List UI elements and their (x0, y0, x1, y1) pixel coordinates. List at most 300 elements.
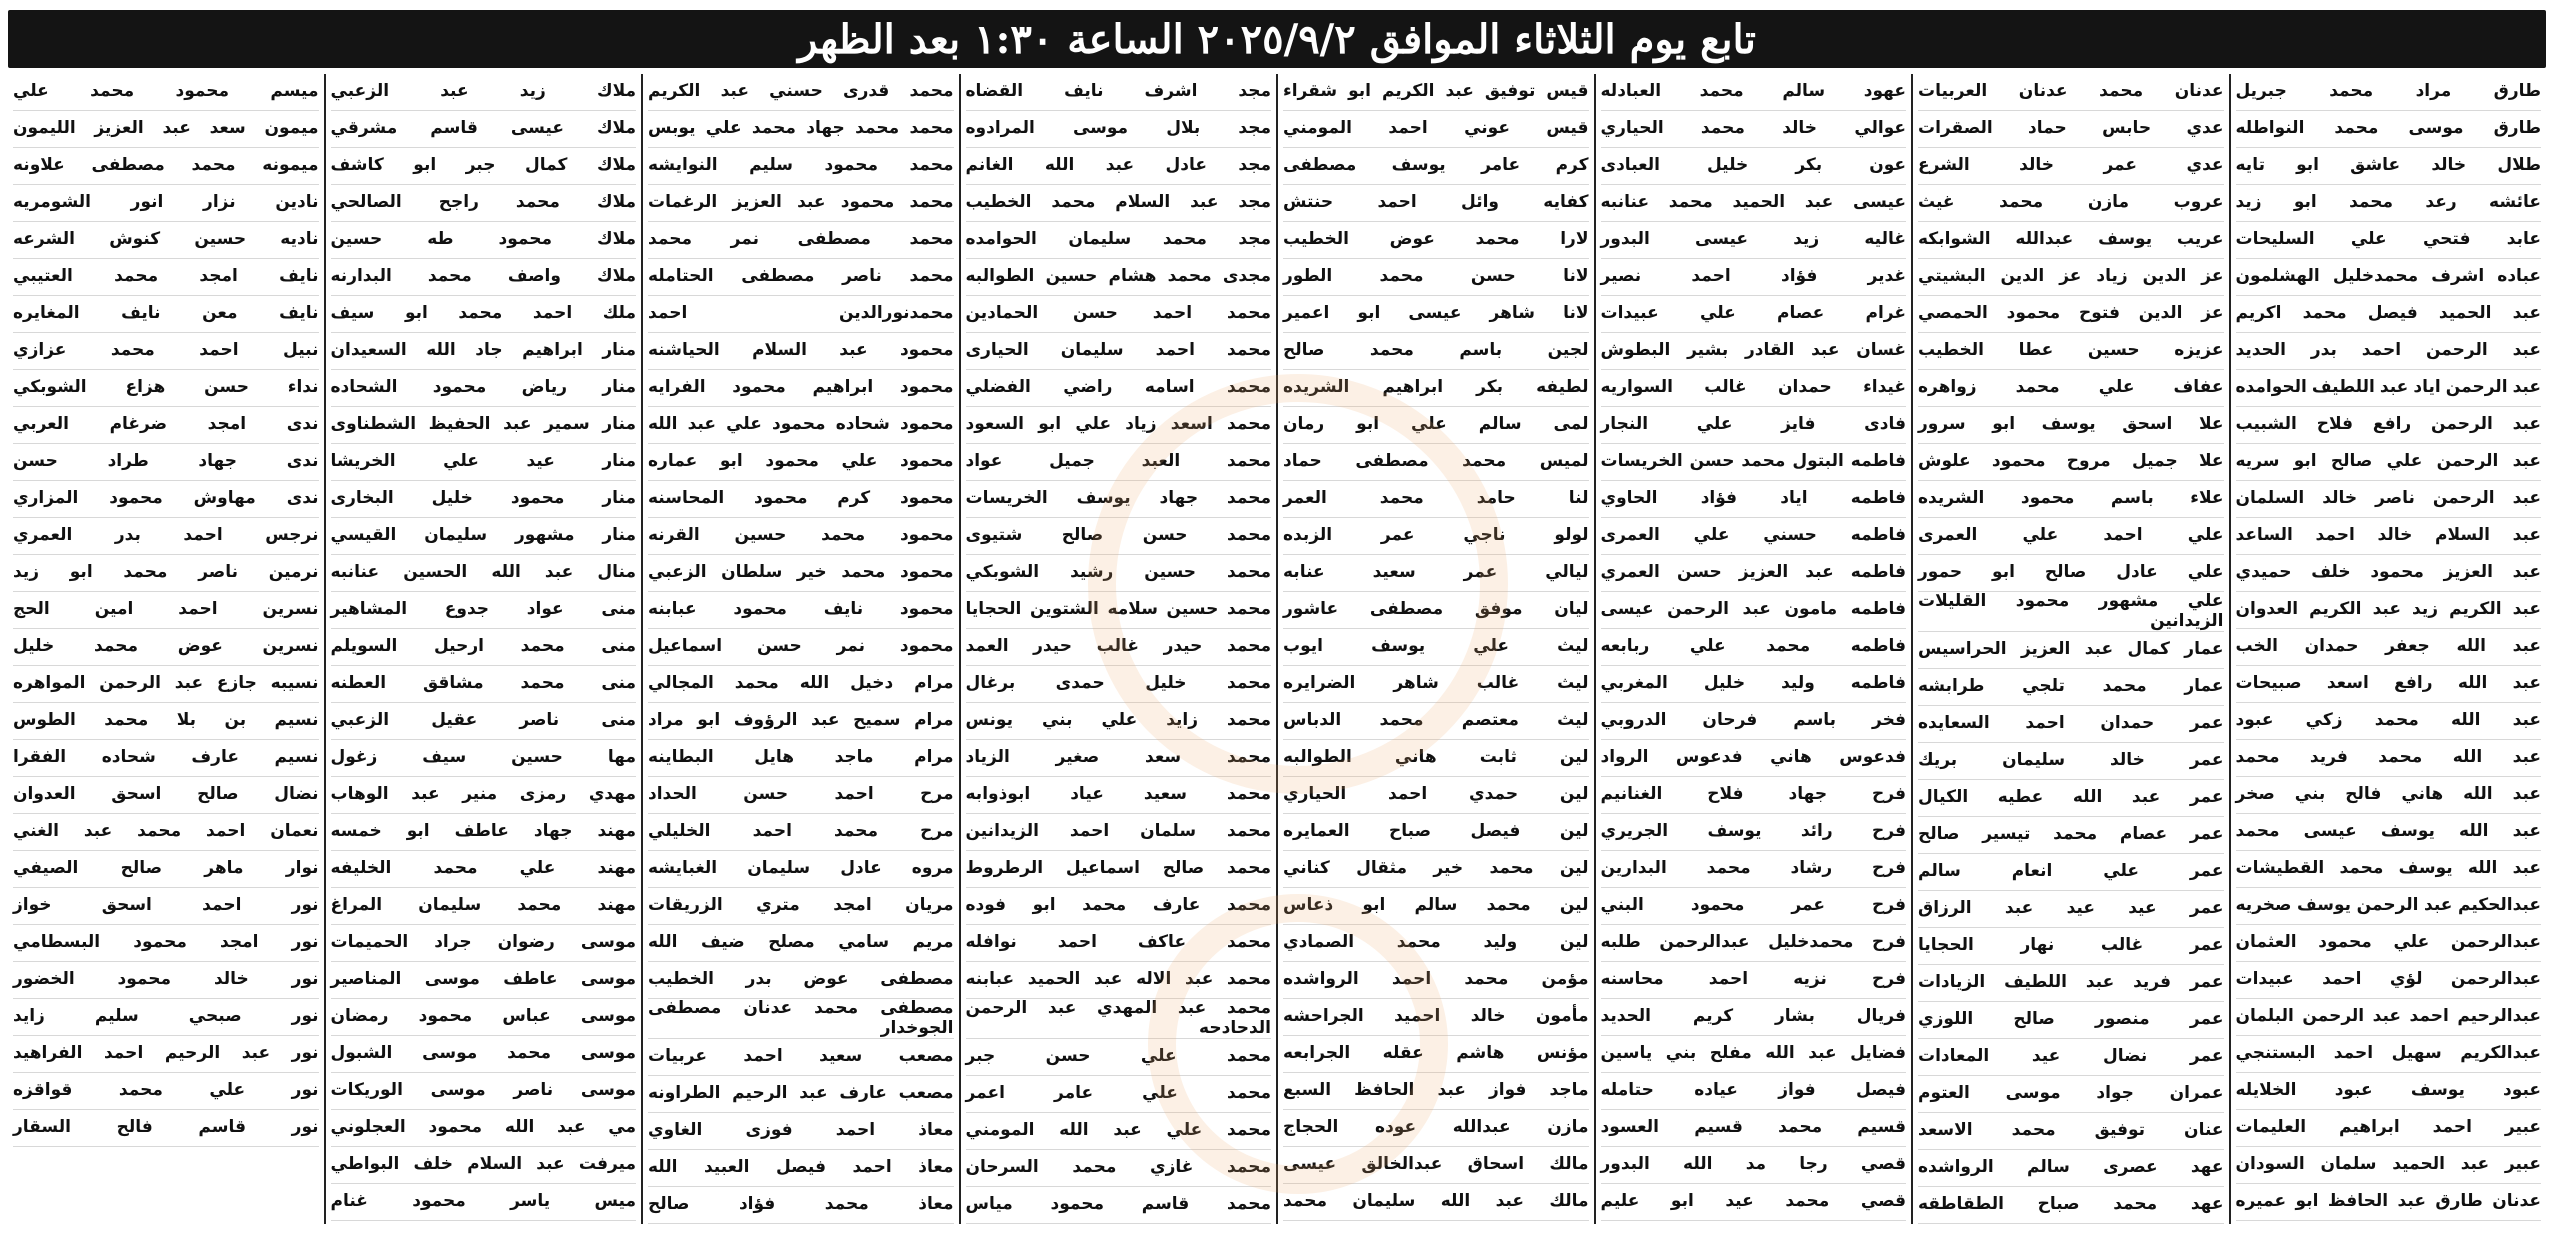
name-text: مهند جهاد عاطف ابو خمسه (330, 821, 636, 842)
name-entry (1918, 222, 2224, 259)
name-entry (13, 296, 319, 333)
name-text: منار ابراهيم جاد الله السعيدان (330, 340, 636, 361)
name-entry (966, 370, 1272, 407)
name-entry (966, 407, 1272, 444)
name-entry (2236, 148, 2542, 185)
name-text: نور صبحي سليم زايد (13, 1006, 319, 1027)
name-entry (331, 222, 637, 259)
name-text: عهد محمد صباح الطقاطقه (1918, 1194, 2224, 1215)
name-entry (13, 1036, 319, 1073)
name-entry (1918, 965, 2224, 1002)
name-entry (2236, 518, 2542, 555)
name-text: مأمون خالد احميد الجراحشه (1283, 1006, 1589, 1027)
name-entry (13, 925, 319, 962)
name-text: لين حمدي احمد الحياري (1283, 784, 1589, 805)
name-entry (1283, 666, 1589, 703)
name-entry (1918, 370, 2224, 407)
name-entry (331, 296, 637, 333)
name-entry (1283, 592, 1589, 629)
name-entry (2236, 1110, 2542, 1147)
name-entry (331, 1073, 637, 1110)
name-text: مرح محمد احمد الخليلي (648, 821, 954, 842)
name-entry (1601, 222, 1907, 259)
name-text: لين فيصل صباح العمايره (1283, 821, 1589, 842)
name-text: محمد علي عامر اعمر (965, 1083, 1271, 1104)
name-text: عمر غالب نهار الحجايا (1918, 935, 2224, 956)
name-entry (2236, 888, 2542, 925)
name-entry (966, 777, 1272, 814)
name-entry (13, 999, 319, 1036)
name-text: عبد الله محمد فريد محمد (2235, 747, 2541, 768)
names-column (8, 74, 324, 1224)
name-entry (13, 962, 319, 999)
name-text: علا جميل مروح محمود علوش (1918, 451, 2224, 472)
name-text: فيصل فواز عياده حتامله (1600, 1080, 1906, 1101)
name-entry (2236, 925, 2542, 962)
name-entry (2236, 111, 2542, 148)
name-entry (2236, 777, 2542, 814)
name-text: محمد سعد صغير الزياد (965, 747, 1271, 768)
name-text: لارا محمد عوض الخطيب (1283, 229, 1589, 250)
name-entry (648, 703, 954, 740)
name-text: عبد الرحمن رافع فلاح الشبيب (2235, 414, 2541, 435)
name-text: محمد قدرى حسني عبد الكريم (648, 81, 954, 102)
name-text: ملاك كمال جبر ابو كاشف (330, 155, 636, 176)
name-text: عون بكر خليل العبادى (1600, 155, 1906, 176)
name-text: نايف معن نايف المغايره (13, 303, 319, 324)
name-text: محمد محمد جهاد محمد علي يوبس (648, 118, 954, 139)
name-text: فرح رائد يوسف الجريري (1600, 821, 1906, 842)
name-text: عائشه رعد محمد ابو زيد (2235, 192, 2541, 213)
name-entry (13, 74, 319, 111)
name-entry (1283, 407, 1589, 444)
names-columns (8, 74, 2546, 1224)
name-entry (1601, 74, 1907, 111)
name-text: محمود نايف محمود عبابنه (648, 599, 954, 620)
name-text: عريب يوسف عبدالله الشوابكه (1918, 229, 2224, 250)
name-entry (13, 185, 319, 222)
name-text: مصطفى عوض بدر الخطيب (648, 969, 954, 990)
name-text: مصعب سعيد احمد عربيات (648, 1046, 954, 1067)
name-text: لين ثابت هاني الطوالبه (1283, 747, 1589, 768)
name-entry (648, 962, 954, 999)
name-text: مجد محمد سليمان الحوامده (965, 229, 1271, 250)
name-entry (966, 444, 1272, 481)
name-text: نور قاسم فالح السقار (13, 1117, 319, 1138)
name-text: مجد عبد السلام محمد الخطيب (965, 192, 1271, 213)
name-entry (648, 592, 954, 629)
name-text: عبد الله رافع اسعد صبيحات (2235, 673, 2541, 694)
name-entry (966, 592, 1272, 629)
name-entry (648, 185, 954, 222)
name-entry (1283, 185, 1589, 222)
name-entry (1601, 1036, 1907, 1073)
name-text: طارق مراد محمد جبريل (2235, 81, 2541, 102)
name-text: فاطمه البتول محمد حسن الخريسات (1600, 451, 1906, 472)
name-text: محمود شحاده محمود علي عبد الله (648, 414, 954, 435)
name-text: نعمان احمد محمد عبد الغني (13, 821, 319, 842)
name-entry (648, 814, 954, 851)
name-text: فرح رشاد محمد البدارين (1600, 858, 1906, 879)
name-entry (966, 740, 1272, 777)
name-entry (648, 629, 954, 666)
name-text: لجين باسم محمد صالح (1283, 340, 1589, 361)
name-entry (1918, 518, 2224, 555)
name-text: عبد الله يوسف محمد القطيشات (2235, 858, 2541, 879)
name-entry (1601, 481, 1907, 518)
name-entry (966, 74, 1272, 111)
name-text: محمود كرم محمود المحاسنه (648, 488, 954, 509)
name-entry (648, 444, 954, 481)
name-entry (331, 740, 637, 777)
name-entry (2236, 222, 2542, 259)
name-entry (1601, 999, 1907, 1036)
name-text: مريان امجد متري الزريقات (648, 895, 954, 916)
name-entry (1601, 185, 1907, 222)
page-header (8, 10, 2546, 68)
name-text: غيداء حمدان غالب السواريه (1600, 377, 1906, 398)
name-entry (2236, 296, 2542, 333)
name-entry (2236, 703, 2542, 740)
name-text: مرح احمد حسن الحداد (648, 784, 954, 805)
name-entry (1283, 777, 1589, 814)
name-entry (648, 111, 954, 148)
name-entry (1601, 888, 1907, 925)
name-text: فخر باسم فرحان الدروبي (1600, 710, 1906, 731)
name-text: فرح جهاد فلاح الغنانيم (1600, 784, 1906, 805)
name-entry (648, 740, 954, 777)
name-text: محمد اسامه راضي الفضلي (965, 377, 1271, 398)
name-text: عدي حابس حماد الصقرات (1918, 118, 2224, 139)
name-entry (966, 555, 1272, 592)
name-text: علا اسحق يوسف ابو سرور (1918, 414, 2224, 435)
name-text: غرام عصام علي عبيدات (1600, 303, 1906, 324)
name-entry (1283, 1147, 1589, 1184)
name-text: مهند محمد سليمان المراغ (330, 895, 636, 916)
name-text: ليث غالب شاهر الضرايره (1283, 673, 1589, 694)
name-entry (1918, 632, 2224, 669)
name-text: فرح عمر محمود البني (1600, 895, 1906, 916)
name-text: فضايل عبد الله مفلح بني ياسين (1600, 1043, 1906, 1064)
name-text: فاطمه عبد العزيز حسن العمري (1600, 562, 1906, 583)
name-entry (13, 222, 319, 259)
name-entry (1283, 481, 1589, 518)
name-text: ملاك زيد عبد الزعبي (330, 81, 636, 102)
name-entry (2236, 1036, 2542, 1073)
name-text: محمد حسن صالح شتيوى (965, 525, 1271, 546)
name-text: منار محمود خليل البخارى (330, 488, 636, 509)
name-entry (1601, 444, 1907, 481)
name-entry (1601, 777, 1907, 814)
name-entry (1918, 259, 2224, 296)
name-entry (966, 518, 1272, 555)
name-entry (966, 925, 1272, 962)
name-text: مي عبد الله محمود العجلوني (330, 1117, 636, 1138)
name-entry (2236, 962, 2542, 999)
name-text: غسان عبد القادر بشير البطوش (1600, 340, 1906, 361)
name-entry (648, 999, 954, 1039)
name-entry (966, 1113, 1272, 1150)
name-text: ندى مهاوش محمود المزاري (13, 488, 319, 509)
name-entry (2236, 1184, 2542, 1221)
name-entry (1601, 1110, 1907, 1147)
name-text: عمار كمال عبد العزيز الحراسيس (1918, 639, 2224, 660)
name-text: محمد علي حسن جبر (965, 1046, 1271, 1067)
name-entry (331, 851, 637, 888)
name-text: محمد علي عبد الله المومني (965, 1120, 1271, 1141)
name-entry (1283, 888, 1589, 925)
name-entry (1918, 481, 2224, 518)
name-text: عبد الله محمد زكي عبود (2235, 710, 2541, 731)
name-text: محمد عبد الاله عبد الحميد عبابنه (965, 969, 1271, 990)
name-entry (2236, 666, 2542, 703)
name-entry (648, 555, 954, 592)
name-entry (2236, 1073, 2542, 1110)
name-entry (648, 222, 954, 259)
name-text: عمر علي انعام سالم (1918, 861, 2224, 882)
name-text: محمد زايد علي بني يونس (965, 710, 1271, 731)
name-entry (1283, 925, 1589, 962)
name-entry (648, 481, 954, 518)
name-text: محمد ناصر مصطفى الحتامله (648, 266, 954, 287)
name-text: محمد احمد حسن الحمادين (965, 303, 1271, 324)
name-text: غدير فؤاد احمد نصير (1600, 266, 1906, 287)
name-entry (1283, 296, 1589, 333)
name-text: كرم عامر يوسف مصطفى (1283, 155, 1589, 176)
name-text: نادين نزار انور الشومريه (13, 192, 319, 213)
name-text: عبدالرحمن علي محمود العثمان (2235, 932, 2541, 953)
name-entry (1283, 1036, 1589, 1073)
name-text: عمر فريد عبد اللطيف الزيادات (1918, 972, 2224, 993)
name-text: عبير احمد ابراهيم العليمات (2235, 1117, 2541, 1138)
name-entry (331, 1036, 637, 1073)
name-text: نايف امجد محمد العتيبي (13, 266, 319, 287)
name-text: محمد عبد المهدي عبد الرحمن الدحادحه (965, 998, 1271, 1038)
name-text: محمد غازي محمد السرحان (965, 1157, 1271, 1178)
name-entry (1918, 74, 2224, 111)
name-text: محمد حيدر غالب حيدر العمد (965, 636, 1271, 657)
name-entry (1283, 222, 1589, 259)
name-text: نور علي محمد قواقزه (13, 1080, 319, 1101)
name-text: محمد حسين سلامه الشتوين الحجايا (965, 599, 1271, 620)
name-text: نور خالد محمود الخضور (13, 969, 319, 990)
name-text: محمود محمد حسين القرنه (648, 525, 954, 546)
name-entry (1601, 407, 1907, 444)
name-text: عبدالرحيم احمد عبد الرحمن البلمان (2235, 1006, 2541, 1027)
name-entry (1601, 814, 1907, 851)
name-text: عباده اشرف محمدخليل الهشلمون (2235, 266, 2541, 287)
name-text: لمى سالم علي ابو رمان (1283, 414, 1589, 435)
name-entry (1283, 333, 1589, 370)
name-text: ملاك عيسى قاسم مشرقي (330, 118, 636, 139)
name-entry (1283, 851, 1589, 888)
name-text: محمد عارف محمد ابو فوده (965, 895, 1271, 916)
name-text: علي احمد علي العمرى (1918, 525, 2224, 546)
name-text: طارق موسى محمد النواطله (2235, 118, 2541, 139)
name-text: مجد اشرف نايف القضاه (965, 81, 1271, 102)
name-text: مهدي رمزى منير عبد الوهاب (330, 784, 636, 805)
name-text: محمد جهاد يوسف الخريسات (965, 488, 1271, 509)
name-entry (966, 296, 1272, 333)
name-text: نرجس احمد بدر العمري (13, 525, 319, 546)
name-text: مرام سميح عبد الرؤوف ابو مراد (648, 710, 954, 731)
name-entry (648, 407, 954, 444)
name-text: محمد اسعد زياد علي ابو السعود (965, 414, 1271, 435)
name-entry (966, 629, 1272, 666)
name-entry (13, 444, 319, 481)
name-text: منار سمير عبد الحفيظ الشطناوى (330, 414, 636, 435)
name-entry (331, 629, 637, 666)
name-text: عدنان محمد عدنان العربيات (1918, 81, 2224, 102)
name-entry (13, 333, 319, 370)
name-entry (13, 1073, 319, 1110)
name-entry (1601, 740, 1907, 777)
name-entry (13, 592, 319, 629)
name-entry (2236, 629, 2542, 666)
name-text: عمار محمد تلجي طرابشه (1918, 676, 2224, 697)
name-text: علي عادل صالح ابو حمور (1918, 562, 2224, 583)
name-text: مؤنس هاشم عقله الجرابعه (1283, 1043, 1589, 1064)
name-entry (966, 259, 1272, 296)
name-entry (331, 518, 637, 555)
name-text: منار مشهور سليمان القيسي (330, 525, 636, 546)
name-text: مريم سامي مصلح ضيف الله (648, 932, 954, 953)
name-entry (648, 1039, 954, 1076)
name-entry (2236, 814, 2542, 851)
name-text: نسيم عارف شحاده الفقرا (13, 747, 319, 768)
name-text: محمود ابراهيم محمود الفرايه (648, 377, 954, 398)
name-text: محمد سعيد عياد ابوذوابه (965, 784, 1271, 805)
name-text: مروه عادل سليمان الغبايشه (648, 858, 954, 879)
name-entry (966, 851, 1272, 888)
name-text: عبد الكريم زيد عبد الكريم العدوان (2235, 599, 2541, 620)
name-entry (648, 74, 954, 111)
name-entry (13, 518, 319, 555)
name-entry (1918, 928, 2224, 965)
name-entry (1601, 1147, 1907, 1184)
name-entry (1601, 296, 1907, 333)
name-text: مالك اسحاق عبدالخالق عيسى (1283, 1154, 1589, 1175)
name-entry (2236, 1147, 2542, 1184)
name-text: عبد الله هاني فالح بني صخر (2235, 784, 2541, 805)
name-text: محمود عبد السلام الحياشنه (648, 340, 954, 361)
name-text: مصطفى محمد عدنان مصطفى الجوخدار (648, 998, 954, 1038)
name-text: محمد مصطفى نمر محمد (648, 229, 954, 250)
name-text: لنا حامد محمد العمر (1283, 488, 1589, 509)
name-text: عبدالكريم سهيل احمد البستنجي (2235, 1043, 2541, 1064)
name-text: مالك عبد الله سليمان محمد (1283, 1191, 1589, 1212)
name-entry (1918, 817, 2224, 854)
name-text: موسى عاطف موسى المناصير (330, 969, 636, 990)
name-entry (2236, 592, 2542, 629)
name-entry (2236, 185, 2542, 222)
name-entry (1601, 555, 1907, 592)
name-text: لولو ناجي عمر الزبده (1283, 525, 1589, 546)
name-entry (1918, 444, 2224, 481)
name-text: معاذ محمد فؤاد صالح (648, 1194, 954, 1215)
name-text: فرح نزيه احمد محاسنه (1600, 969, 1906, 990)
name-text: فدعوس هاني فدعوس الرواد (1600, 747, 1906, 768)
name-entry (1601, 666, 1907, 703)
name-text: عبد الرحمن ناصر خالد السلمان (2235, 488, 2541, 509)
name-text: فاطمه حسني علي العمرى (1600, 525, 1906, 546)
name-entry (331, 999, 637, 1036)
name-text: نداء حسن هزاع الشوبكي (13, 377, 319, 398)
name-text: قصي محمد عيد ابو عليم (1600, 1191, 1906, 1212)
name-text: عبدالحكيم عبد الرحمن يوسف صخريه (2235, 895, 2541, 916)
name-entry (1283, 555, 1589, 592)
name-entry (1283, 962, 1589, 999)
names-column (959, 74, 1277, 1224)
name-entry (13, 555, 319, 592)
name-text: ليث معتصم محمد الدباس (1283, 710, 1589, 731)
name-entry (1918, 148, 2224, 185)
names-column (641, 74, 959, 1224)
name-entry (1601, 259, 1907, 296)
name-entry (13, 814, 319, 851)
name-text: نسيبه جازع عبد الرحمن المواهره (13, 673, 319, 694)
name-entry (966, 703, 1272, 740)
name-text: مرام دخيل الله محمد المجالي (648, 673, 954, 694)
name-text: عنان توفيق محمد الاسعد (1918, 1120, 2224, 1141)
name-entry (966, 222, 1272, 259)
name-entry (1918, 1113, 2224, 1150)
name-entry (1283, 999, 1589, 1036)
name-entry (331, 370, 637, 407)
name-entry (2236, 740, 2542, 777)
name-entry (966, 1039, 1272, 1076)
name-text: علي مشهور محمود القليلات الزيدانين (1918, 591, 2224, 631)
name-text: ملاك محمد راجح الصالحي (330, 192, 636, 213)
name-entry (1918, 333, 2224, 370)
name-entry (1601, 518, 1907, 555)
name-text: عمر خالد سليمان بريك (1918, 750, 2224, 771)
name-entry (966, 185, 1272, 222)
name-text: ندى جهاد طراد حسن (13, 451, 319, 472)
name-text: محمود نمر حسن اسماعيل (648, 636, 954, 657)
name-text: عز الدين فتوح محمود الحمصي (1918, 303, 2224, 324)
name-entry (1601, 370, 1907, 407)
name-entry (2236, 333, 2542, 370)
name-entry (331, 481, 637, 518)
name-entry (2236, 999, 2542, 1036)
name-entry (648, 925, 954, 962)
name-text: منى محمد ارحيل السويلم (330, 636, 636, 657)
name-text: محمد العبد جميل عواد (965, 451, 1271, 472)
name-entry (648, 1113, 954, 1150)
name-text: نضال صالح اسحق العدوان (13, 784, 319, 805)
name-entry (13, 370, 319, 407)
name-entry (1283, 703, 1589, 740)
name-text: عبد السلام خالد احمد الساعد (2235, 525, 2541, 546)
name-entry (966, 481, 1272, 518)
name-text: ليث علي يوسف ايوب (1283, 636, 1589, 657)
name-entry (13, 740, 319, 777)
name-text: محمد قاسم محمود مياس (965, 1194, 1271, 1215)
names-column (1594, 74, 1912, 1224)
name-entry (13, 148, 319, 185)
name-entry (331, 703, 637, 740)
name-text: موسى ناصر موسى الوريكات (330, 1080, 636, 1101)
name-text: فادى فايز علي النجار (1600, 414, 1906, 435)
name-entry (1601, 1073, 1907, 1110)
name-entry (331, 962, 637, 999)
name-entry (1601, 1184, 1907, 1221)
name-entry (1283, 814, 1589, 851)
name-text: محمد حسين رشيد الشوبكي (965, 562, 1271, 583)
name-text: فاطمه اياد فؤاد الحاوي (1600, 488, 1906, 509)
name-text: مؤمن محمد احمد الرواشده (1283, 969, 1589, 990)
